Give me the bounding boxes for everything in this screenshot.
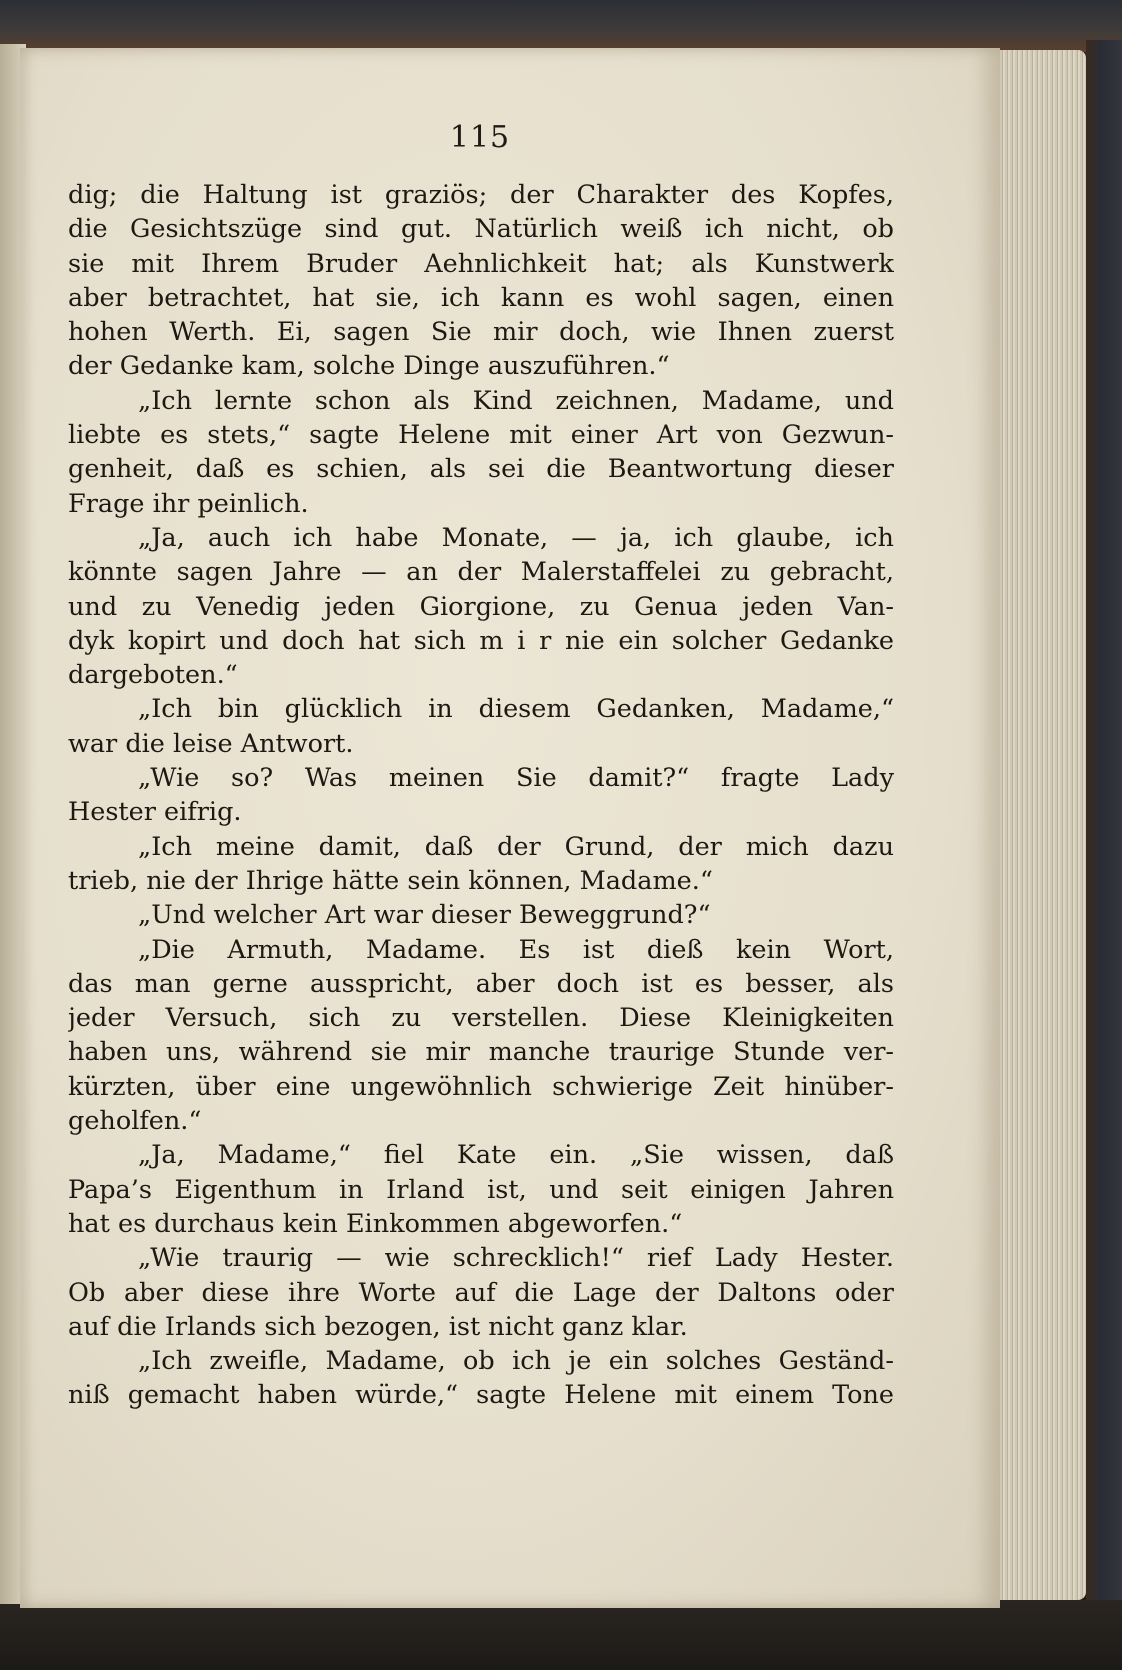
text-line: Ob aber diese ihre Worte auf die Lage der Daltons oder (68, 1277, 894, 1308)
page-text (68, 178, 894, 1413)
text-line: auf die Irlands sich bezogen, ist nicht ganz klar. (68, 1311, 688, 1342)
text-line: trieb, nie der Ihrige hätte sein können, Madame.“ (68, 865, 713, 896)
text-line: „Ich bin glücklich in diesem Gedanken, Madame,“ (138, 694, 894, 725)
text-line: „Die Armuth, Madame. Es ist dieß kein Wort, (138, 934, 894, 965)
text-line: „Ich meine damit, daß der Grund, der mich dazu (138, 831, 894, 862)
text-line: „Ich zweifle, Madame, ob ich je ein solches Geständ- (138, 1346, 894, 1377)
text-line: geholfen.“ (68, 1106, 202, 1137)
text-line: „Wie traurig — wie schrecklich!“ rief Lady Hester. (138, 1243, 894, 1274)
text-line: liebte es stets,“ sagte Helene mit einer Art von Gezwun- (68, 420, 894, 451)
text-line: sie mit Ihrem Bruder Aehnlichkeit hat; als Kunstwerk (68, 248, 894, 279)
text-line: hohen Werth. Ei, sagen Sie mir doch, wie Ihnen zuerst (68, 317, 894, 348)
text-line: „Ja, Madame,“ fiel Kate ein. „Sie wissen, daß (138, 1140, 894, 1171)
text-line: jeder Versuch, sich zu verstellen. Diese Kleinigkeiten (68, 1003, 894, 1034)
text-line: „Ich lernte schon als Kind zeichnen, Madame, und (138, 385, 894, 416)
text-line: Hester eifrig. (68, 797, 242, 828)
text-line: niß gemacht haben würde,“ sagte Helene mit einem Tone (68, 1380, 894, 1411)
text-line: Papa’s Eigenthum in Irland ist, und seit einigen Jahren (68, 1174, 894, 1205)
book-page (20, 48, 1000, 1608)
text-line: hat es durchaus kein Einkommen abgeworfen.“ (68, 1208, 683, 1239)
text-line: war die leise Antwort. (68, 728, 354, 759)
page-edges (990, 50, 1086, 1600)
text-line: der Gedanke kam, solche Dinge auszuführen.“ (68, 351, 670, 382)
text-line: „Ja, auch ich habe Monate, — ja, ich glaube, ich (138, 522, 894, 553)
text-line: aber betrachtet, hat sie, ich kann es wohl sagen, einen (68, 282, 894, 313)
text-line: „Wie so? Was meinen Sie damit?“ fragte Lady (138, 763, 894, 794)
text-line: Frage ihr peinlich. (68, 488, 309, 519)
text-line: die Gesichtszüge sind gut. Natürlich weiß ich nicht, ob (68, 214, 894, 245)
text-line: „Und welcher Art war dieser Beweggrund?“ (138, 900, 711, 931)
text-line: haben uns, während sie mir manche traurige Stunde ver- (68, 1037, 894, 1068)
page-number: 115 (449, 120, 511, 155)
book-cover-right (1086, 40, 1122, 1640)
book-cover-top (0, 0, 1122, 52)
book-cover-bottom (0, 1600, 1122, 1670)
text-line: dyk kopirt und doch hat sich m i r nie ein solcher Gedanke (68, 625, 894, 656)
text-line: kürzten, über eine ungewöhnlich schwierige Zeit hinüber- (68, 1071, 894, 1102)
text-line: genheit, daß es schien, als sei die Beantwortung dieser (68, 454, 894, 485)
text-line: und zu Venedig jeden Giorgione, zu Genua jeden Van- (68, 591, 894, 622)
text-line: das man gerne ausspricht, aber doch ist es besser, als (68, 968, 894, 999)
text-line: könnte sagen Jahre — an der Malerstaffelei zu gebracht, (68, 557, 894, 588)
text-line: dig; die Haltung ist graziös; der Charakter des Kopfes, (68, 180, 894, 210)
text-line: dargeboten.“ (68, 660, 238, 691)
